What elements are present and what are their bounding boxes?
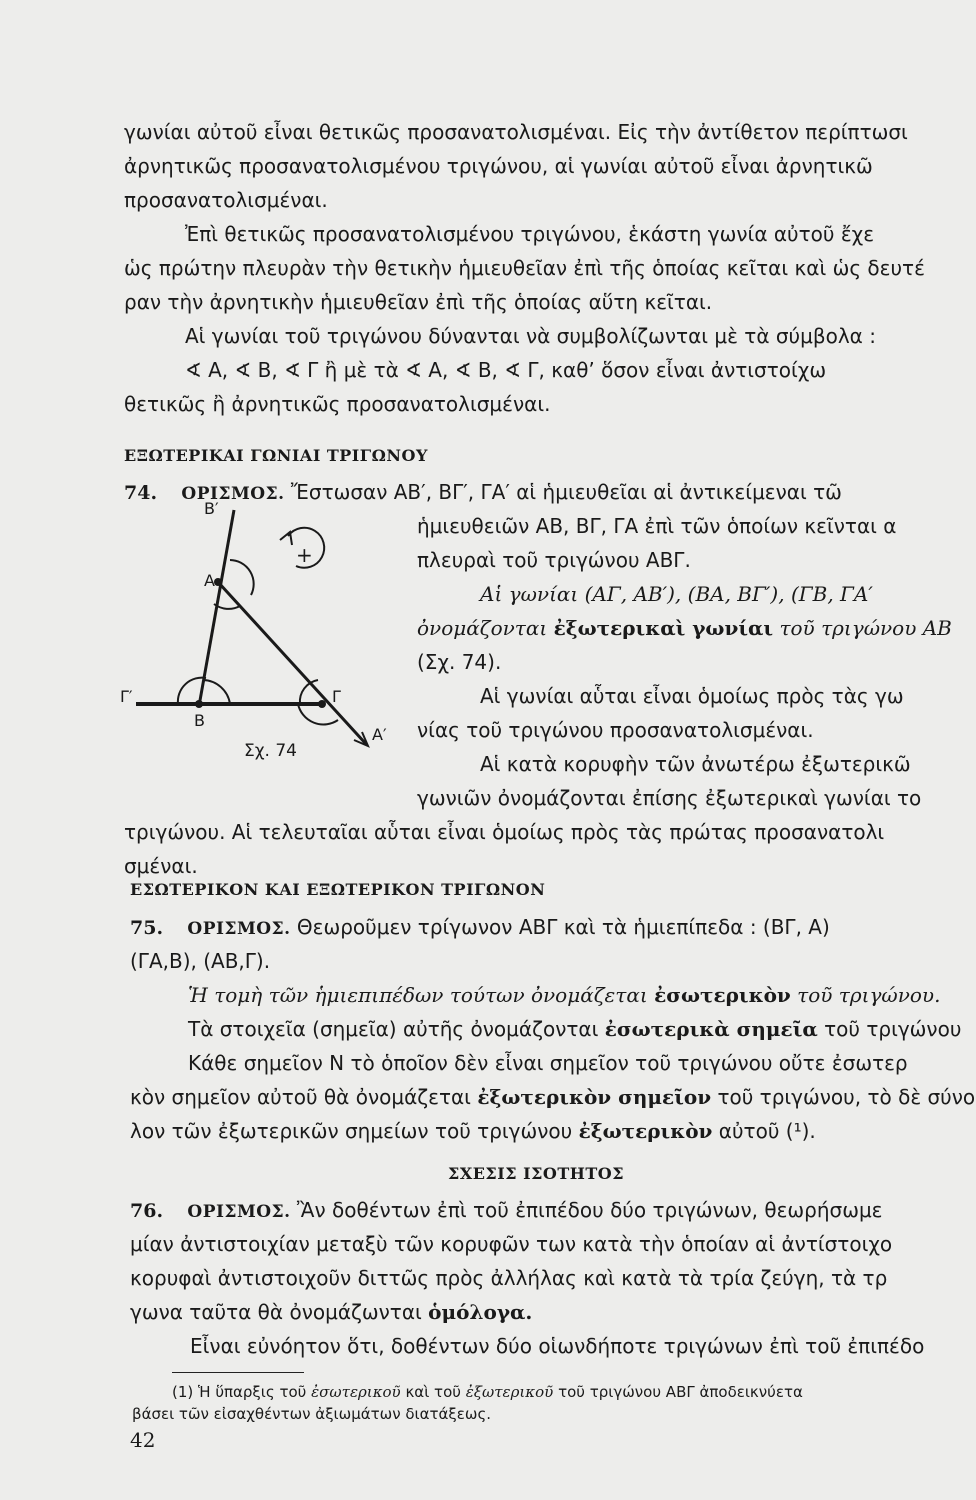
text-line: ἀρνητικῶς προσανατολισμένου τριγώνου, αἱ γωνίαι αὐτοῦ εἶναι ἀρνητικῶ [124,154,873,178]
point-a [214,578,222,586]
italic-text: Ἡ τομὴ τῶν ἡμιεπιπέδων τούτων ὀνομάζεται [188,983,648,1007]
text-line: γωνίαι αὐτοῦ εἶναι θετικῶς προσανατολισμέναι. Εἰς τὴν ἀντίθετον περίπτωσι [124,120,908,144]
italic-text: τοῦ τριγώνου ΑΒ [779,616,952,640]
bold-term: ἐξωτερικαὶ γωνίαι [553,616,774,640]
label-g-prime: Γ′ [120,687,133,706]
footnote-line: βάσει τῶν εἰσαχθέντων ἀξιωμάτων διατάξεως. [132,1405,492,1423]
point-b [195,700,203,708]
definition-line [130,1197,883,1225]
text-fragment: αὐτοῦ (¹). [718,1119,816,1143]
text-line: ραν τὴν ἀρνητικὴν ἡμιευθεῖαν ἐπὶ τῆς ὁποίας αὕτη κεῖται. [124,290,713,314]
text-line: μίαν ἀντιστοιχίαν μεταξὺ τῶν κορυφῶν των κατὰ τὴν ὁποίαν αἱ ἀντίστοιχο [130,1232,893,1256]
text-line: σμέναι. [124,854,198,878]
section-heading: ΕΞΩΤΕΡΙΚΑΙ ΓΩΝΙΑΙ ΤΡΙΓΩΝΟΥ [124,446,428,465]
angle-arc-a-exterior [230,560,254,595]
text-line: ἡμιευθειῶν ΑΒ, ΒΓ, ΓΑ ἐπὶ τῶν ὁποίων κεῖνται α [417,514,897,538]
definition-line [130,914,830,942]
text-line: Αἱ γωνίαι τοῦ τριγώνου δύνανται νὰ συμβολίζωνται μὲ τὰ σύμβολα : [185,324,876,348]
text-line: νίας τοῦ τριγώνου προσανατολισμέναι. [417,718,814,742]
bold-term: ἐσωτερικὰ σημεῖα [604,1017,818,1041]
bold-term: ὁμόλογα. [428,1300,533,1324]
text-fragment: τοῦ τριγώνου, τὸ δὲ σύνο [717,1085,976,1109]
text-fragment: καὶ τοῦ [405,1383,461,1401]
italic-text: τοῦ τριγώνου. [797,983,941,1007]
text-line [188,1016,961,1042]
text-line: πλευραὶ τοῦ τριγώνου ΑΒΓ. [417,548,691,572]
label-b-prime: Β′ [204,499,219,518]
bold-term: ἐξωτερικὸν σημεῖον [477,1085,712,1109]
label-b: Β [194,711,205,730]
label-plus: + [296,543,313,567]
angle-arc-b-interior [203,680,230,704]
text-line: ὡς πρώτην πλευρὰν τὴν θετικὴν ἡμιευθεῖαν ἐπὶ τῆς ὁποίας κεῖται καὶ ὡς δευτέ [124,256,925,280]
line-aa-prime [218,582,366,744]
text-fragment: Ἔστωσαν ΑΒ′, ΒΓ′, ΓΑ′ αἱ ἡμιευθεῖαι αἱ ἀντικείμεναι τῶ [290,480,842,504]
text-fragment: λον τῶν ἐξωτερικῶν σημείων τοῦ τριγώνου [130,1119,573,1143]
definition-number: 76. [130,1200,164,1222]
text-line [188,982,940,1008]
footnote-rule [172,1372,304,1373]
text-fragment: (1) Ἡ ὕπαρξις τοῦ [172,1383,307,1401]
label-a: Α [204,571,215,590]
definition-number: 74. [124,482,158,504]
text-line [480,581,873,607]
text-line: τριγώνου. Αἱ τελευταῖαι αὗται εἶναι ὁμοίως πρὸς τὰς πρώτας προσανατολι [124,820,885,844]
label-a-prime: Α′ [372,725,387,744]
section-heading: ΕΣΩΤΕΡΙΚΟΝ ΚΑΙ ΕΞΩΤΕΡΙΚΟΝ ΤΡΙΓΩΝΟΝ [130,880,546,899]
text-fragment: Ἂν δοθέντων ἐπὶ τοῦ ἐπιπέδου δύο τριγώνων, θεωρήσωμε [296,1198,883,1222]
text-line: (ΓΑ,Β), (ΑΒ,Γ). [130,949,271,973]
italic-text: ὀνομάζονται [417,616,548,640]
text-line: (Σχ. 74). [417,650,502,674]
text-line: θετικῶς ἢ ἀρνητικῶς προσανατολισμέναι. [124,392,551,416]
label-g: Γ [332,687,341,706]
bold-term: ἐσωτερικὸν [654,983,791,1007]
text-line: κορυφαὶ ἀντιστοιχοῦν διττῶς πρὸς ἀλλήλας καὶ κατὰ τὰ τρία ζεύγη, τὰ τρ [130,1266,888,1290]
definition-label: ΟΡΙΣΜΟΣ. [187,1202,291,1222]
text-line: Αἱ γωνίαι αὗται εἶναι ὁμοίως πρὸς τὰς γω [480,684,904,708]
point-g [318,700,326,708]
text-line [130,1299,532,1325]
text-fragment: Τὰ στοιχεῖα (σημεῖα) αὐτῆς ὀνομάζονται [188,1017,599,1041]
text-line: Αἱ κατὰ κορυφὴν τῶν ἀνωτέρω ἐξωτερικῶ [480,752,911,776]
text-line [130,1084,975,1110]
text-fragment: γωνα ταῦτα θὰ ὀνομάζωνται [130,1300,422,1324]
bold-term: ἐξωτερικὸν [578,1119,713,1143]
text-line: προσανατολισμέναι. [124,188,328,212]
arrow-icon [280,532,292,545]
text-line: Εἶναι εὐνόητον ὅτι, δοθέντων δύο οἱωνδήποτε τριγώνων ἐπὶ τοῦ ἐπιπέδο [190,1334,925,1358]
text-line: ∢ Α, ∢ Β, ∢ Γ ἢ μὲ τὰ ∢ Α, ∢ Β, ∢ Γ, καθ’ ὅσον εἶναι ἀντιστοίχω [185,358,827,382]
text-line: γωνιῶν ὀνομάζονται ἐπίσης ἐξωτερικαὶ γωνίαι το [417,786,922,810]
page-number: 42 [130,1428,156,1452]
text-line [130,1118,816,1144]
definition-number: 75. [130,917,164,939]
angle-arc-g-interior [300,680,318,704]
text-fragment: κὸν σημεῖον αὐτοῦ θὰ ὀνομάζεται [130,1085,471,1109]
text-line [417,615,952,641]
definition-label: ΟΡΙΣΜΟΣ. [181,484,285,504]
text-fragment: Θεωροῦμεν τρίγωνον ΑΒΓ καὶ τὰ ἡμιεπίπεδα : (ΒΓ, Α) [296,915,830,939]
figure-caption: Σχ. 74 [244,741,298,761]
text-line: Ἐπὶ θετικῶς προσανατολισμένου τριγώνου, ἑκάστη γωνία αὐτοῦ ἔχε [185,222,875,246]
text-fragment: τοῦ τριγώνου ΑΒΓ ἀποδεικνύετα [558,1383,803,1401]
definition-label: ΟΡΙΣΜΟΣ. [187,919,291,939]
italic-text: Αἱ γωνίαι (ΑΓ, ΑΒ′), (ΒΑ, ΒΓ′), (ΓΒ, ΓΑ′ [480,582,873,606]
footnote-line [172,1382,803,1402]
figure-74 [120,470,410,770]
italic-text: ἐξωτερικοῦ [465,1383,554,1401]
section-heading: ΣΧΕΣΙΣ ΙΣΟΤΗΤΟΣ [448,1164,625,1183]
text-fragment: τοῦ τριγώνου [824,1017,962,1041]
text-line: Κάθε σημεῖον Ν τὸ ὁποῖον δὲν εἶναι σημεῖον τοῦ τριγώνου οὔτε ἐσωτερ [188,1051,908,1075]
italic-text: ἐσωτερικοῦ [311,1383,401,1401]
